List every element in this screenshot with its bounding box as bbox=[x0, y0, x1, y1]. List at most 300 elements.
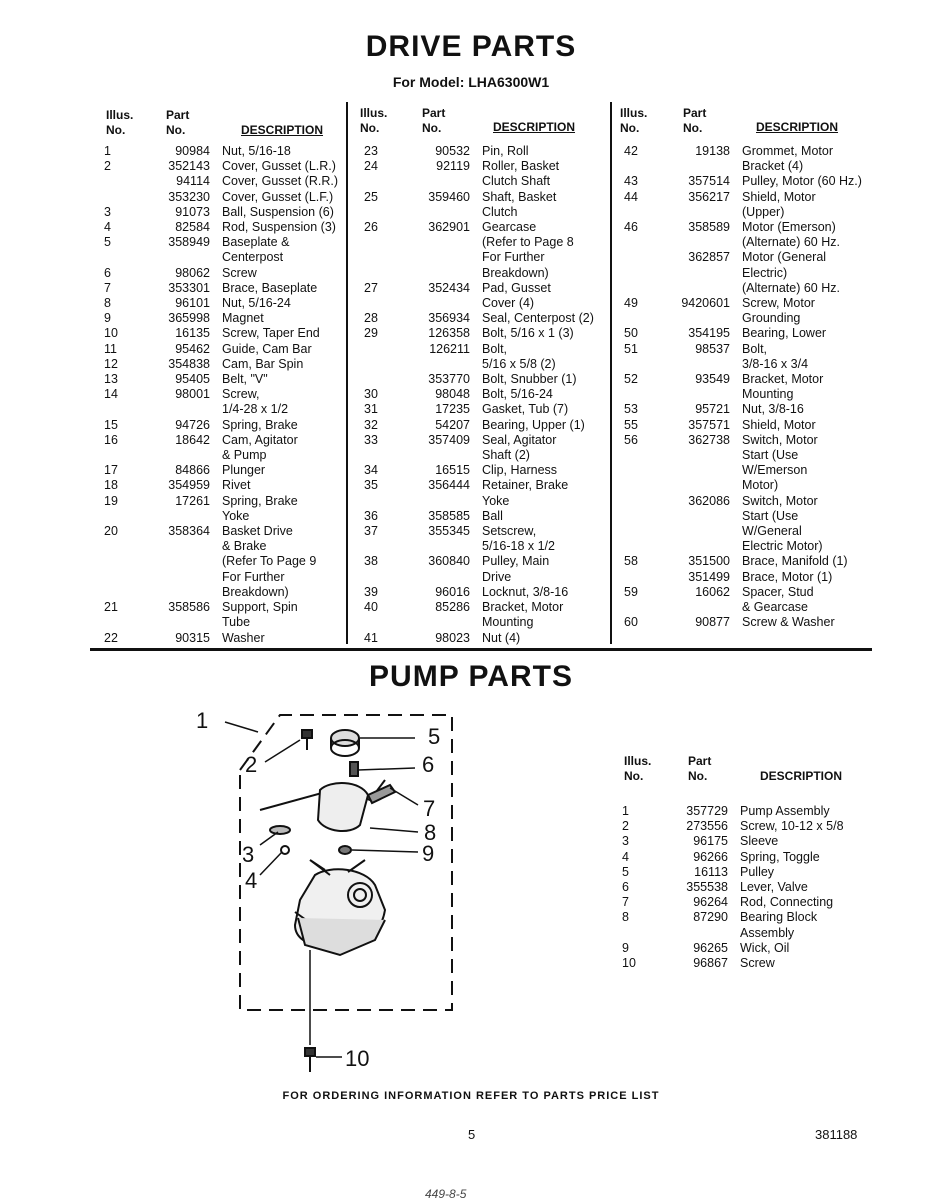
part-description: Cover, Gusset (L.F.) bbox=[222, 189, 334, 204]
part-description: Brace, Baseplate bbox=[222, 280, 318, 295]
part-row bbox=[364, 631, 594, 646]
illus-number bbox=[364, 357, 400, 372]
illus-number: 51 bbox=[624, 341, 638, 356]
part-description: Shield, Motor bbox=[742, 189, 816, 204]
part-description: Assembly bbox=[740, 925, 795, 940]
part-row bbox=[624, 478, 862, 493]
part-description: Seal, Centerpost (2) bbox=[482, 311, 594, 326]
part-row bbox=[364, 220, 594, 235]
col2-part-header: Part No. bbox=[422, 106, 446, 135]
part-row bbox=[364, 509, 594, 524]
illus-number bbox=[364, 235, 400, 250]
illus-number bbox=[624, 205, 660, 220]
illus-number: 11 bbox=[104, 341, 117, 356]
part-row bbox=[364, 494, 594, 509]
illus-number bbox=[624, 311, 660, 326]
part-number bbox=[400, 494, 482, 509]
part-description: Drive bbox=[482, 569, 512, 584]
part-row bbox=[104, 296, 338, 311]
part-row bbox=[622, 834, 844, 849]
handwritten-note: 449-8-5 bbox=[425, 1187, 467, 1201]
part-row bbox=[104, 539, 338, 554]
screw-shape bbox=[302, 730, 312, 738]
illus-number: 56 bbox=[624, 432, 638, 447]
part-description: Clip, Harness bbox=[482, 463, 558, 478]
part-number: 360840 bbox=[428, 554, 470, 569]
illus-number: 19 bbox=[104, 493, 118, 508]
part-description: Screw, bbox=[222, 387, 260, 402]
part-row bbox=[364, 372, 594, 387]
illus-number: 43 bbox=[624, 174, 638, 189]
part-description: Spring, Toggle bbox=[740, 849, 820, 864]
part-row bbox=[104, 615, 338, 630]
part-row bbox=[624, 190, 862, 205]
part-description: Start (Use bbox=[742, 448, 799, 463]
part-number: 358949 bbox=[168, 235, 210, 250]
part-number bbox=[140, 402, 222, 417]
part-description: Setscrew, bbox=[482, 524, 537, 539]
part-number bbox=[400, 570, 482, 585]
part-number bbox=[400, 539, 482, 554]
part-description: Bearing, Upper (1) bbox=[482, 417, 585, 432]
pump-part-header: Part No. bbox=[688, 754, 712, 783]
part-description: Support, Spin bbox=[222, 600, 298, 615]
part-row bbox=[624, 357, 862, 372]
col1-part-header: Part No. bbox=[166, 108, 190, 137]
part-row bbox=[364, 585, 594, 600]
pump-desc-header: DESCRIPTION bbox=[760, 769, 843, 783]
part-row bbox=[622, 804, 844, 819]
illus-number: 42 bbox=[624, 144, 638, 158]
part-description: W/General bbox=[742, 524, 802, 539]
part-number: 17261 bbox=[175, 493, 210, 508]
part-row bbox=[104, 159, 338, 174]
illus-number bbox=[624, 387, 660, 402]
col1-desc-header: DESCRIPTION bbox=[241, 123, 324, 137]
part-row bbox=[622, 895, 844, 910]
part-row bbox=[624, 205, 862, 220]
sleeve-shape bbox=[270, 826, 290, 834]
part-number: 96175 bbox=[693, 834, 728, 849]
part-description: Motor) bbox=[742, 478, 779, 493]
part-description: Gearcase bbox=[482, 220, 537, 235]
part-row bbox=[364, 311, 594, 326]
part-row bbox=[364, 159, 594, 174]
col1-illus-header: Illus. No. bbox=[106, 108, 134, 137]
part-row bbox=[624, 281, 862, 296]
illus-number: 39 bbox=[364, 584, 378, 599]
illus-number: 27 bbox=[364, 280, 378, 295]
part-number: 96264 bbox=[693, 895, 728, 910]
drive-parts-column-1 bbox=[104, 144, 338, 646]
part-number: 353230 bbox=[168, 189, 210, 204]
illus-number bbox=[622, 926, 658, 941]
illus-number: 22 bbox=[104, 630, 118, 645]
part-row bbox=[364, 281, 594, 296]
part-description: Bracket, Motor bbox=[742, 372, 824, 387]
part-description: Belt, "V" bbox=[222, 372, 268, 387]
part-row bbox=[104, 342, 338, 357]
illus-number: 32 bbox=[364, 417, 378, 432]
illus-number: 5 bbox=[104, 235, 111, 250]
part-description: 5/16 x 5/8 (2) bbox=[482, 356, 556, 371]
part-description: Sleeve bbox=[740, 834, 779, 849]
col3-illus-header: Illus. No. bbox=[620, 106, 648, 135]
part-number bbox=[140, 509, 222, 524]
part-number bbox=[660, 387, 742, 402]
illus-number bbox=[624, 448, 660, 463]
illus-number: 33 bbox=[364, 432, 378, 447]
part-description: Pump Assembly bbox=[740, 804, 830, 818]
illus-number: 5 bbox=[622, 864, 629, 879]
part-row bbox=[104, 250, 338, 265]
part-description: Guide, Cam Bar bbox=[222, 341, 312, 356]
illus-number bbox=[364, 372, 400, 387]
part-row bbox=[364, 387, 594, 402]
part-number: 96265 bbox=[693, 940, 728, 955]
part-description: Shield, Motor bbox=[742, 417, 816, 432]
part-row bbox=[622, 880, 844, 895]
illus-number: 59 bbox=[624, 584, 638, 599]
part-row bbox=[364, 174, 594, 189]
part-description: Pin, Roll bbox=[482, 144, 529, 158]
illus-number: 4 bbox=[104, 220, 111, 235]
part-number: 356934 bbox=[428, 311, 470, 326]
illus-number: 35 bbox=[364, 478, 378, 493]
illus-number: 8 bbox=[104, 296, 111, 311]
part-description: Switch, Motor bbox=[742, 432, 818, 447]
part-number: 16113 bbox=[694, 864, 728, 879]
part-description: Pulley, Motor (60 Hz.) bbox=[742, 174, 862, 189]
part-number: 357409 bbox=[428, 432, 470, 447]
part-row bbox=[624, 174, 862, 189]
illus-number: 3 bbox=[104, 204, 111, 219]
drive-parts-column-2 bbox=[364, 144, 594, 646]
part-row bbox=[104, 448, 338, 463]
part-number: 95405 bbox=[175, 372, 210, 387]
part-row bbox=[622, 865, 844, 880]
part-number: 358589 bbox=[688, 220, 730, 235]
wick-shape bbox=[339, 846, 351, 854]
part-number bbox=[400, 266, 482, 281]
illus-number: 14 bbox=[104, 387, 118, 402]
callout-5: 5 bbox=[428, 724, 441, 749]
part-number: 358364 bbox=[168, 524, 210, 539]
part-number bbox=[660, 478, 742, 493]
part-row bbox=[364, 433, 594, 448]
part-description: Magnet bbox=[222, 311, 264, 326]
part-number: 362857 bbox=[688, 250, 730, 265]
pump-illus-header: Illus. No. bbox=[624, 754, 652, 783]
illus-number bbox=[624, 250, 660, 265]
part-description: Seal, Agitator bbox=[482, 432, 557, 447]
part-description: Shaft (2) bbox=[482, 448, 530, 463]
illus-number: 21 bbox=[104, 600, 118, 615]
part-number: 98023 bbox=[435, 630, 470, 645]
part-number bbox=[660, 281, 742, 296]
part-row bbox=[624, 615, 862, 630]
callout-1: 1 bbox=[196, 708, 209, 733]
part-row bbox=[104, 631, 338, 646]
part-number: 16062 bbox=[695, 584, 730, 599]
illus-number bbox=[364, 174, 400, 189]
part-row bbox=[364, 402, 594, 417]
part-description: Cam, Agitator bbox=[222, 432, 298, 447]
part-number bbox=[140, 615, 222, 630]
part-number: 9420601 bbox=[681, 296, 730, 311]
part-description: Plunger bbox=[222, 463, 266, 478]
illus-number: 7 bbox=[104, 280, 111, 295]
part-number: 351499 bbox=[688, 569, 730, 584]
part-row bbox=[364, 342, 594, 357]
illus-number: 15 bbox=[104, 417, 118, 432]
part-row bbox=[104, 311, 338, 326]
illus-number bbox=[104, 585, 140, 600]
part-row bbox=[104, 326, 338, 341]
part-row bbox=[364, 418, 594, 433]
part-description: Rod, Suspension (3) bbox=[222, 220, 336, 235]
part-number: 359460 bbox=[428, 189, 470, 204]
model-subtitle: For Model: LHA6300W1 bbox=[392, 74, 550, 90]
part-description: (Alternate) 60 Hz. bbox=[742, 235, 840, 250]
illus-number: 6 bbox=[104, 265, 111, 280]
part-number: 355345 bbox=[428, 524, 470, 539]
part-description: Pulley, Main bbox=[482, 554, 550, 569]
part-number bbox=[660, 448, 742, 463]
illus-number: 10 bbox=[104, 326, 118, 341]
part-number: 18642 bbox=[175, 432, 210, 447]
illus-number bbox=[104, 539, 140, 554]
part-number bbox=[660, 539, 742, 554]
part-description: (Refer To Page 9 bbox=[222, 554, 317, 569]
illus-number: 8 bbox=[622, 910, 629, 925]
part-description: Ball, Suspension (6) bbox=[222, 204, 334, 219]
illus-number bbox=[624, 235, 660, 250]
part-number: 98001 bbox=[175, 387, 210, 402]
part-row bbox=[624, 600, 862, 615]
callout-9: 9 bbox=[422, 841, 435, 866]
callout-10: 10 bbox=[345, 1046, 370, 1071]
part-row bbox=[104, 205, 338, 220]
part-row bbox=[624, 494, 862, 509]
part-description: Motor (General bbox=[742, 250, 827, 265]
part-description: & Gearcase bbox=[742, 600, 809, 615]
part-row bbox=[364, 326, 594, 341]
pump-parts-title: PUMP PARTS bbox=[369, 660, 573, 693]
part-description: Motor (Emerson) bbox=[742, 220, 836, 235]
illus-number bbox=[104, 509, 140, 524]
part-number: 126358 bbox=[428, 326, 470, 341]
illus-number bbox=[104, 174, 140, 189]
part-number bbox=[400, 448, 482, 463]
illus-number: 25 bbox=[364, 189, 378, 204]
bearing-block-shape bbox=[318, 783, 368, 831]
illus-number bbox=[104, 402, 140, 417]
part-number: 98048 bbox=[435, 387, 470, 402]
part-row bbox=[624, 570, 862, 585]
part-number: 356217 bbox=[688, 189, 730, 204]
part-number bbox=[400, 205, 482, 220]
part-number: 96867 bbox=[693, 956, 728, 971]
illus-number: 7 bbox=[622, 895, 629, 910]
illus-number: 9 bbox=[104, 311, 111, 326]
part-number: 96101 bbox=[175, 296, 210, 311]
part-number bbox=[140, 448, 222, 463]
part-description: Electric) bbox=[742, 265, 788, 280]
illus-number bbox=[104, 250, 140, 265]
callout-4: 4 bbox=[245, 868, 258, 893]
part-number: 353770 bbox=[428, 372, 470, 387]
part-number: 273556 bbox=[686, 819, 728, 834]
part-description: Brace, Manifold (1) bbox=[742, 554, 848, 569]
part-description: 3/8-16 x 3/4 bbox=[742, 356, 809, 371]
valve-lever-shape bbox=[350, 762, 358, 776]
part-description: Grounding bbox=[742, 311, 801, 326]
part-description: Bolt, Snubber (1) bbox=[482, 372, 577, 387]
part-number: 362086 bbox=[688, 493, 730, 508]
part-description: Bolt, bbox=[742, 341, 768, 356]
illus-number: 17 bbox=[104, 463, 118, 478]
part-row bbox=[104, 585, 338, 600]
illus-number: 2 bbox=[622, 819, 629, 834]
part-row bbox=[624, 448, 862, 463]
illus-number bbox=[624, 509, 660, 524]
part-description: Ball bbox=[482, 508, 503, 523]
illus-number: 4 bbox=[622, 849, 629, 864]
part-description: Spring, Brake bbox=[222, 417, 298, 432]
illus-number bbox=[104, 554, 140, 569]
part-number: 351500 bbox=[688, 554, 730, 569]
part-row bbox=[104, 402, 338, 417]
illus-number bbox=[364, 615, 400, 630]
part-number: 85286 bbox=[435, 600, 470, 615]
illus-number: 23 bbox=[364, 144, 378, 158]
part-row bbox=[364, 524, 594, 539]
drive-parts-column-3 bbox=[624, 144, 862, 631]
part-row bbox=[104, 478, 338, 493]
part-row bbox=[624, 585, 862, 600]
part-number bbox=[400, 250, 482, 265]
part-row bbox=[622, 910, 844, 925]
document-number: 381188 bbox=[815, 1127, 858, 1142]
part-row bbox=[624, 463, 862, 478]
part-number bbox=[140, 539, 222, 554]
part-number: 82584 bbox=[175, 220, 210, 235]
part-number: 352434 bbox=[428, 280, 470, 295]
part-number: 95462 bbox=[175, 341, 210, 356]
col2-illus-header: Illus. No. bbox=[360, 106, 388, 135]
part-description: For Further bbox=[222, 569, 285, 584]
part-row bbox=[624, 296, 862, 311]
part-description: Wick, Oil bbox=[740, 940, 790, 955]
part-number: 90315 bbox=[175, 630, 210, 645]
part-description: Cover (4) bbox=[482, 296, 535, 311]
illus-number bbox=[624, 266, 660, 281]
part-description: Rivet bbox=[222, 478, 251, 493]
part-description: & Brake bbox=[222, 539, 267, 554]
illus-number: 46 bbox=[624, 220, 638, 235]
part-number: 92119 bbox=[436, 159, 470, 174]
part-row bbox=[104, 570, 338, 585]
part-row bbox=[624, 433, 862, 448]
part-number bbox=[400, 615, 482, 630]
part-number bbox=[400, 235, 482, 250]
part-description: Screw bbox=[222, 265, 257, 280]
part-number bbox=[660, 524, 742, 539]
illus-number: 34 bbox=[364, 463, 378, 478]
illus-number bbox=[104, 190, 140, 205]
illus-number bbox=[364, 296, 400, 311]
part-row bbox=[104, 174, 338, 189]
col2-desc-header: DESCRIPTION bbox=[493, 120, 576, 134]
part-row bbox=[624, 235, 862, 250]
part-description: Grommet, Motor bbox=[742, 144, 833, 158]
part-description: Spring, Brake bbox=[222, 493, 298, 508]
part-description: Cover, Gusset (L.R.) bbox=[222, 159, 336, 174]
part-number: 355538 bbox=[686, 880, 728, 895]
illus-number bbox=[624, 524, 660, 539]
illus-number bbox=[364, 494, 400, 509]
illus-number: 55 bbox=[624, 417, 638, 432]
part-description: (Upper) bbox=[742, 204, 785, 219]
part-description: Cover, Gusset (R.R.) bbox=[222, 174, 338, 189]
part-row bbox=[624, 539, 862, 554]
part-description: Pad, Gusset bbox=[482, 280, 551, 295]
part-row bbox=[624, 326, 862, 341]
part-row bbox=[624, 342, 862, 357]
illus-number: 31 bbox=[364, 402, 378, 417]
part-row bbox=[104, 144, 338, 159]
part-description: Screw, Taper End bbox=[222, 326, 320, 341]
part-number bbox=[660, 311, 742, 326]
illus-number bbox=[364, 570, 400, 585]
illus-number bbox=[624, 539, 660, 554]
part-row bbox=[364, 205, 594, 220]
part-number: 362738 bbox=[688, 432, 730, 447]
illus-number: 30 bbox=[364, 387, 378, 402]
part-number: 90877 bbox=[695, 615, 730, 630]
illus-number: 24 bbox=[364, 159, 378, 174]
part-description: Bolt, bbox=[482, 341, 508, 356]
part-number: 98537 bbox=[695, 341, 730, 356]
part-number bbox=[140, 250, 222, 265]
illus-number: 37 bbox=[364, 524, 378, 539]
part-number bbox=[660, 463, 742, 478]
part-row bbox=[104, 387, 338, 402]
illus-number: 52 bbox=[624, 372, 638, 387]
illus-number bbox=[364, 266, 400, 281]
part-description: Electric Motor) bbox=[742, 539, 823, 554]
part-row bbox=[104, 509, 338, 524]
part-description: Brace, Motor (1) bbox=[742, 569, 833, 584]
illus-number: 10 bbox=[622, 956, 636, 971]
part-row bbox=[624, 524, 862, 539]
illus-number bbox=[624, 600, 660, 615]
illus-number: 12 bbox=[104, 356, 118, 371]
part-row bbox=[624, 387, 862, 402]
part-row bbox=[104, 372, 338, 387]
part-row bbox=[104, 554, 338, 569]
illus-number: 38 bbox=[364, 554, 378, 569]
part-description: Nut, 5/16-18 bbox=[222, 144, 291, 158]
part-row bbox=[364, 190, 594, 205]
part-number: 93549 bbox=[695, 372, 730, 387]
part-row bbox=[104, 524, 338, 539]
callout-6: 6 bbox=[422, 752, 435, 777]
part-description: Shaft, Basket bbox=[482, 189, 557, 204]
part-description: Locknut, 3/8-16 bbox=[482, 584, 569, 599]
part-number: 17235 bbox=[435, 402, 470, 417]
